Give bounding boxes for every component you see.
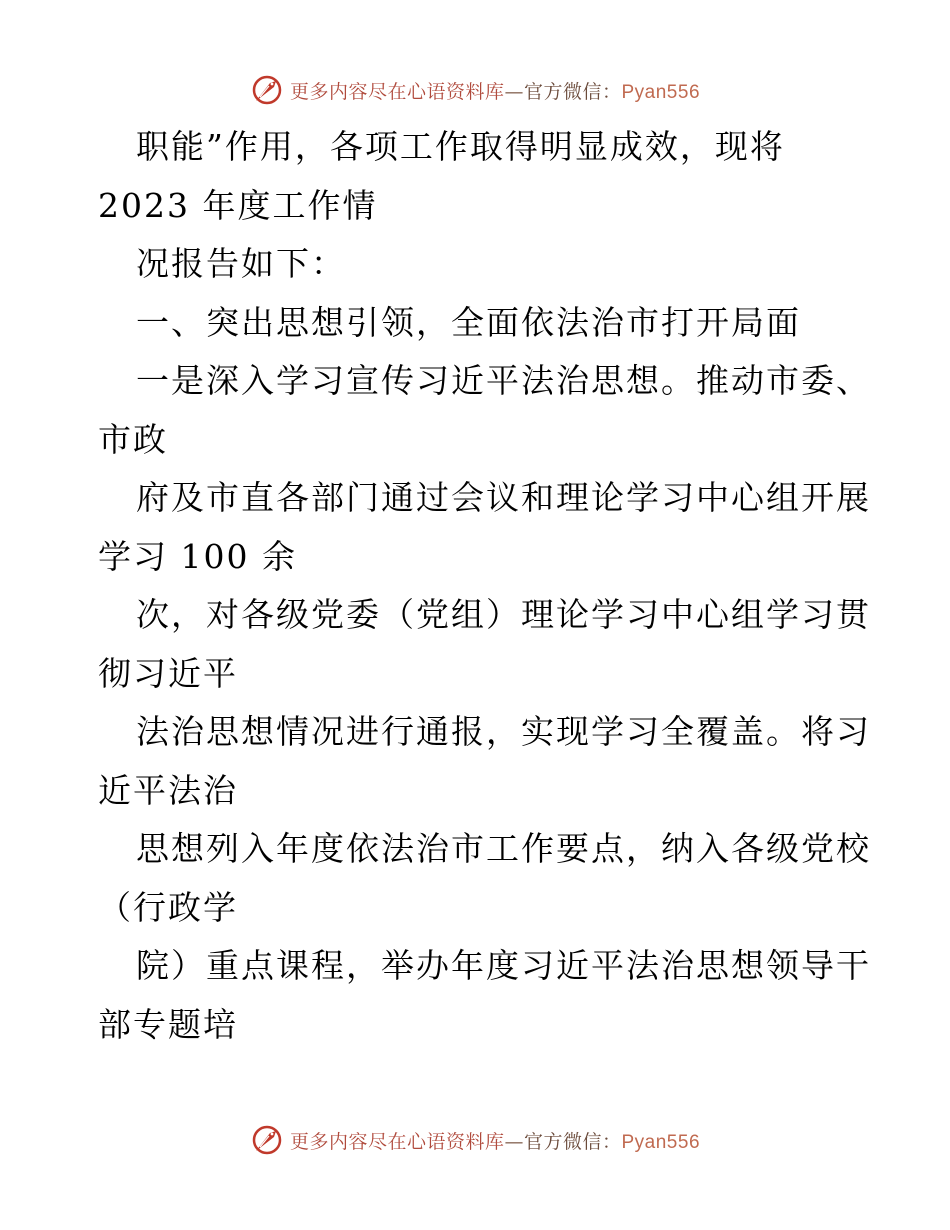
text-line: 法治思想情况进行通报，实现学习全覆盖。将习 xyxy=(136,712,871,751)
brand-name: 更多内容尽在心语资料库 xyxy=(289,1130,505,1153)
brand-name: 更多内容尽在心语资料库 xyxy=(289,80,505,103)
section-heading: 一、突出思想引领，全面依法治市打开局面 xyxy=(136,302,801,342)
text-line: 思想列入年度依法治市工作要点，纳入各级党校 xyxy=(136,829,871,868)
brand-separator: — xyxy=(504,1130,524,1153)
text-line: （行政学 xyxy=(98,887,238,927)
text-line: 学习 100 余 xyxy=(98,536,297,576)
page-footer xyxy=(0,1120,950,1160)
watermark-text xyxy=(290,1127,700,1154)
watermark-brand xyxy=(250,1123,700,1157)
text-line: 2023 年度工作情 xyxy=(98,185,378,225)
watermark-text xyxy=(290,77,700,104)
wechat-id: Pyan556 xyxy=(621,81,701,103)
text-line: 一是深入学习宣传习近平法治思想。推动市委、 xyxy=(136,361,871,400)
brand-separator: — xyxy=(504,80,524,103)
pen-nib-circle-icon xyxy=(250,1123,284,1157)
text-line: 职能”作用，各项工作取得明显成效，现将 xyxy=(136,127,785,166)
wechat-label: 官方微信： xyxy=(523,80,622,103)
page-header xyxy=(0,70,950,110)
document-body xyxy=(98,118,878,1054)
text-line: 府及市直各部门通过会议和理论学习中心组开展 xyxy=(136,478,871,517)
watermark-brand xyxy=(250,73,700,107)
pen-nib-circle-icon xyxy=(250,73,284,107)
text-line: 次，对各级党委（党组）理论学习中心组学习贯 xyxy=(136,595,871,634)
text-line: 市政 xyxy=(98,419,168,459)
wechat-id: Pyan556 xyxy=(621,1131,701,1153)
wechat-label: 官方微信： xyxy=(523,1130,622,1153)
text-line: 况报告如下： xyxy=(136,244,346,283)
text-line: 彻习近平 xyxy=(98,653,238,693)
text-line: 部专题培 xyxy=(98,1004,238,1044)
text-line: 近平法治 xyxy=(98,770,238,810)
text-line: 院）重点课程，举办年度习近平法治思想领导干 xyxy=(136,946,871,985)
